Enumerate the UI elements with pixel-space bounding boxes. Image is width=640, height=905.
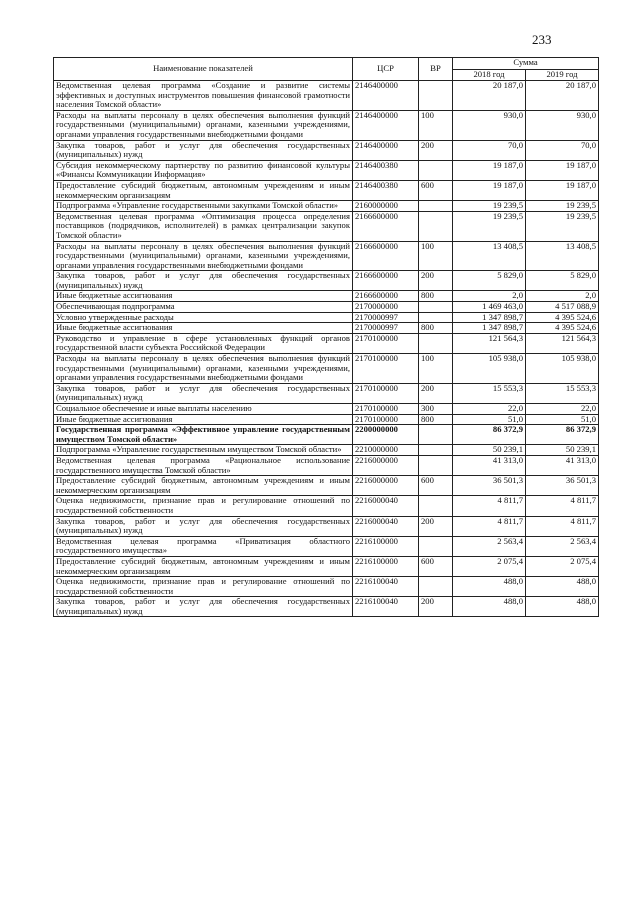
cell-vr: 600 [419, 556, 453, 576]
cell-csr: 2216000000 [353, 455, 419, 475]
cell-csr: 2170000997 [353, 312, 419, 323]
table-row [54, 201, 599, 212]
cell-vr [419, 160, 453, 180]
cell-vr: 800 [419, 291, 453, 302]
cell-name: Ведомственная целевая программа «Приватизация областного государственного имущества» [54, 536, 353, 556]
cell-vr: 200 [419, 383, 453, 403]
header-name: Наименование показателей [54, 58, 353, 81]
cell-name: Подпрограмма «Управление государственным имуществом Томской области» [54, 445, 353, 456]
header-sum: Сумма [453, 58, 599, 70]
cell-amount-2019: 4 811,7 [526, 496, 599, 516]
cell-csr: 2200000000 [353, 425, 419, 445]
cell-amount-2018: 1 469 463,0 [453, 302, 526, 313]
table-row [54, 110, 599, 140]
cell-vr: 200 [419, 271, 453, 291]
cell-vr [419, 577, 453, 597]
cell-name: Социальное обеспечение и иные выплаты населению [54, 404, 353, 415]
cell-csr: 2170100000 [353, 404, 419, 415]
cell-csr: 2170000000 [353, 302, 419, 313]
cell-name: Государственная программа «Эффективное управление государственным имуществом Томской области» [54, 425, 353, 445]
cell-amount-2019: 51,0 [526, 414, 599, 425]
cell-name: Подпрограмма «Управление государственными закупками Томской области» [54, 201, 353, 212]
table-row [54, 323, 599, 334]
cell-amount-2019: 488,0 [526, 577, 599, 597]
table-header [54, 58, 599, 81]
cell-name: Обеспечивающая подпрограмма [54, 302, 353, 313]
budget-table [53, 57, 599, 617]
table-row [54, 81, 599, 111]
cell-amount-2019: 41 313,0 [526, 455, 599, 475]
cell-amount-2019: 22,0 [526, 404, 599, 415]
cell-name: Закупка товаров, работ и услуг для обеспечения государственных (муниципальных) нужд [54, 140, 353, 160]
table-row [54, 354, 599, 384]
cell-amount-2019: 5 829,0 [526, 271, 599, 291]
cell-name: Иные бюджетные ассигнования [54, 414, 353, 425]
cell-csr: 2216100000 [353, 556, 419, 576]
cell-amount-2019: 19 239,5 [526, 211, 599, 241]
cell-name: Расходы на выплаты персоналу в целях обеспечения выполнения функций государственными (муниципальными) органами, казенными учреждениями, органами управления государственными внебюджетными фондами [54, 354, 353, 384]
table-row [54, 536, 599, 556]
cell-amount-2018: 488,0 [453, 597, 526, 617]
cell-amount-2019: 36 501,3 [526, 476, 599, 496]
cell-amount-2018: 70,0 [453, 140, 526, 160]
cell-csr: 2166600000 [353, 291, 419, 302]
cell-vr [419, 455, 453, 475]
table-row [54, 404, 599, 415]
cell-csr: 2170100000 [353, 354, 419, 384]
cell-name: Закупка товаров, работ и услуг для обеспечения государственных (муниципальных) нужд [54, 271, 353, 291]
table-row [54, 425, 599, 445]
cell-csr: 2216100040 [353, 577, 419, 597]
cell-vr: 200 [419, 516, 453, 536]
cell-csr: 2216000040 [353, 516, 419, 536]
cell-amount-2019: 19 187,0 [526, 180, 599, 200]
cell-csr: 2170100000 [353, 333, 419, 353]
cell-amount-2018: 41 313,0 [453, 455, 526, 475]
cell-name: Закупка товаров, работ и услуг для обеспечения государственных (муниципальных) нужд [54, 597, 353, 617]
cell-amount-2018: 86 372,9 [453, 425, 526, 445]
cell-name: Предоставление субсидий бюджетным, автономным учреждениям и иным некоммерческим организациям [54, 476, 353, 496]
cell-vr [419, 302, 453, 313]
cell-amount-2018: 1 347 898,7 [453, 312, 526, 323]
cell-amount-2019: 4 517 088,9 [526, 302, 599, 313]
cell-amount-2019: 70,0 [526, 140, 599, 160]
cell-amount-2019: 20 187,0 [526, 81, 599, 111]
cell-vr [419, 81, 453, 111]
cell-csr: 2146400000 [353, 140, 419, 160]
cell-csr: 2170000997 [353, 323, 419, 334]
cell-vr: 100 [419, 241, 453, 271]
table-row [54, 383, 599, 403]
cell-vr: 600 [419, 180, 453, 200]
table-body [54, 81, 599, 617]
cell-vr [419, 536, 453, 556]
cell-amount-2018: 20 187,0 [453, 81, 526, 111]
cell-name: Ведомственная целевая программа «Создание и развитие системы эффективных и доступных инструментов повышения финансовой грамотности населения Томской области» [54, 81, 353, 111]
cell-vr: 300 [419, 404, 453, 415]
cell-amount-2018: 930,0 [453, 110, 526, 140]
table-row [54, 312, 599, 323]
cell-name: Предоставление субсидий бюджетным, автономным учреждениям и иным некоммерческим организациям [54, 180, 353, 200]
cell-csr: 2166600000 [353, 271, 419, 291]
cell-amount-2019: 105 938,0 [526, 354, 599, 384]
cell-csr: 2210000000 [353, 445, 419, 456]
cell-name: Расходы на выплаты персоналу в целях обеспечения выполнения функций государственными (муниципальными) органами, казенными учреждениями, органами управления государственными внебюджетными фондами [54, 110, 353, 140]
table-row [54, 496, 599, 516]
cell-vr: 100 [419, 354, 453, 384]
page-number: 233 [532, 32, 552, 47]
cell-vr: 100 [419, 110, 453, 140]
cell-amount-2018: 19 187,0 [453, 160, 526, 180]
cell-amount-2018: 15 553,3 [453, 383, 526, 403]
table-row [54, 455, 599, 475]
cell-csr: 2170100000 [353, 414, 419, 425]
cell-csr: 2146400000 [353, 81, 419, 111]
table-row [54, 140, 599, 160]
cell-amount-2018: 51,0 [453, 414, 526, 425]
cell-amount-2019: 930,0 [526, 110, 599, 140]
cell-csr: 2216000040 [353, 496, 419, 516]
table-row [54, 556, 599, 576]
table-row [54, 291, 599, 302]
cell-csr: 2216000000 [353, 476, 419, 496]
cell-name: Закупка товаров, работ и услуг для обеспечения государственных (муниципальных) нужд [54, 516, 353, 536]
table-row [54, 241, 599, 271]
header-vr: ВР [419, 58, 453, 81]
cell-vr: 800 [419, 323, 453, 334]
cell-amount-2019: 121 564,3 [526, 333, 599, 353]
cell-vr [419, 312, 453, 323]
cell-vr [419, 496, 453, 516]
cell-amount-2019: 2 563,4 [526, 536, 599, 556]
cell-name: Закупка товаров, работ и услуг для обеспечения государственных (муниципальных) нужд [54, 383, 353, 403]
cell-amount-2019: 488,0 [526, 597, 599, 617]
cell-name: Предоставление субсидий бюджетным, автономным учреждениям и иным некоммерческим организациям [54, 556, 353, 576]
cell-name: Иные бюджетные ассигнования [54, 323, 353, 334]
cell-amount-2018: 4 811,7 [453, 516, 526, 536]
cell-csr: 2146400380 [353, 180, 419, 200]
table-row [54, 211, 599, 241]
cell-vr [419, 333, 453, 353]
header-year-2018: 2018 год [453, 69, 526, 81]
cell-amount-2018: 19 239,5 [453, 211, 526, 241]
cell-name: Расходы на выплаты персоналу в целях обеспечения выполнения функций государственными (муниципальными) органами, казенными учреждениями, органами управления государственными внебюджетными фондами [54, 241, 353, 271]
cell-csr: 2170100000 [353, 383, 419, 403]
cell-amount-2018: 121 564,3 [453, 333, 526, 353]
cell-vr: 800 [419, 414, 453, 425]
cell-amount-2018: 36 501,3 [453, 476, 526, 496]
table-row [54, 577, 599, 597]
cell-vr: 200 [419, 597, 453, 617]
cell-amount-2018: 2,0 [453, 291, 526, 302]
cell-amount-2019: 2 075,4 [526, 556, 599, 576]
cell-vr: 600 [419, 476, 453, 496]
cell-name: Субсидия некоммерческому партнерству по развитию финансовой культуры «Финансы Коммуникации Информация» [54, 160, 353, 180]
cell-vr: 200 [419, 140, 453, 160]
cell-amount-2018: 50 239,1 [453, 445, 526, 456]
cell-csr: 2216100000 [353, 536, 419, 556]
cell-csr: 2160000000 [353, 201, 419, 212]
cell-amount-2018: 19 239,5 [453, 201, 526, 212]
table-row [54, 302, 599, 313]
cell-amount-2018: 19 187,0 [453, 180, 526, 200]
cell-amount-2019: 19 187,0 [526, 160, 599, 180]
cell-amount-2019: 86 372,9 [526, 425, 599, 445]
cell-name: Оценка недвижимости, признание прав и регулирование отношений по государственной собственности [54, 577, 353, 597]
cell-amount-2018: 4 811,7 [453, 496, 526, 516]
cell-amount-2018: 2 075,4 [453, 556, 526, 576]
cell-amount-2018: 1 347 898,7 [453, 323, 526, 334]
cell-amount-2018: 488,0 [453, 577, 526, 597]
cell-amount-2019: 4 395 524,6 [526, 323, 599, 334]
cell-vr [419, 211, 453, 241]
cell-vr [419, 445, 453, 456]
cell-csr: 2166600000 [353, 211, 419, 241]
table-row [54, 160, 599, 180]
cell-amount-2018: 2 563,4 [453, 536, 526, 556]
table-row [54, 180, 599, 200]
table-row [54, 445, 599, 456]
table-row [54, 597, 599, 617]
cell-name: Иные бюджетные ассигнования [54, 291, 353, 302]
cell-amount-2018: 5 829,0 [453, 271, 526, 291]
table-row [54, 271, 599, 291]
cell-amount-2019: 13 408,5 [526, 241, 599, 271]
cell-csr: 2146400380 [353, 160, 419, 180]
table-row [54, 333, 599, 353]
cell-vr [419, 425, 453, 445]
cell-amount-2018: 22,0 [453, 404, 526, 415]
cell-amount-2018: 105 938,0 [453, 354, 526, 384]
header-csr: ЦСР [353, 58, 419, 81]
cell-amount-2019: 2,0 [526, 291, 599, 302]
cell-name: Оценка недвижимости, признание прав и регулирование отношений по государственной собственности [54, 496, 353, 516]
cell-name: Ведомственная целевая программа «Рациональное использование государственного имущества Томской области» [54, 455, 353, 475]
cell-csr: 2216100040 [353, 597, 419, 617]
cell-name: Руководство и управление в сфере установленных функций органов государственной власти субъекта Российской Федерации [54, 333, 353, 353]
cell-amount-2019: 15 553,3 [526, 383, 599, 403]
cell-csr: 2166600000 [353, 241, 419, 271]
table-row [54, 476, 599, 496]
cell-vr [419, 201, 453, 212]
cell-amount-2019: 50 239,1 [526, 445, 599, 456]
cell-amount-2019: 4 395 524,6 [526, 312, 599, 323]
table-row [54, 516, 599, 536]
header-year-2019: 2019 год [526, 69, 599, 81]
table-row [54, 414, 599, 425]
cell-name: Условно утвержденные расходы [54, 312, 353, 323]
cell-amount-2019: 4 811,7 [526, 516, 599, 536]
cell-name: Ведомственная целевая программа «Оптимизация процесса определения поставщиков (подрядчиков, исполнителей) в рамках централизации закупок Томской области» [54, 211, 353, 241]
cell-csr: 2146400000 [353, 110, 419, 140]
cell-amount-2019: 19 239,5 [526, 201, 599, 212]
cell-amount-2018: 13 408,5 [453, 241, 526, 271]
